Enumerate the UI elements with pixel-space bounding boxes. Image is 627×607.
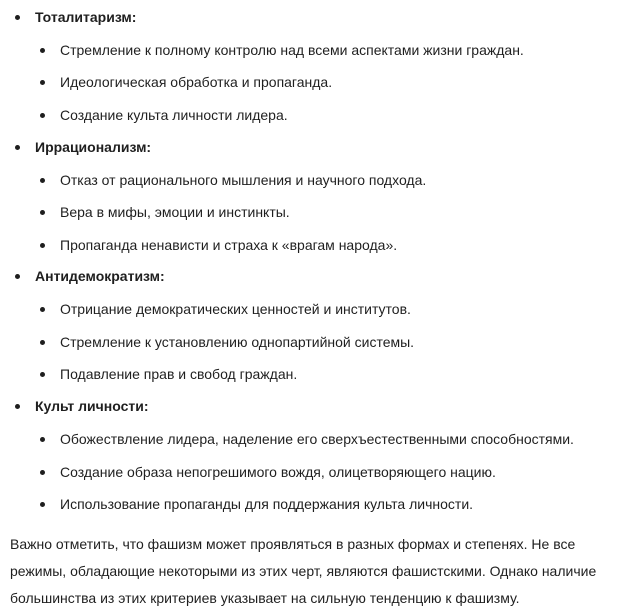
list-item: Идеологическая обработка и пропаганда. [60, 74, 333, 90]
bullet [15, 274, 20, 279]
list-item: Стремление к полному контролю над всеми аспектами жизни граждан. [60, 42, 524, 58]
bullet [40, 502, 45, 507]
section-heading: Культ личности: [35, 398, 149, 414]
list-item: Создание образа непогрешимого вождя, олицетворяющего нацию. [60, 464, 496, 480]
list-item: Использование пропаганды для поддержания культа личности. [60, 496, 474, 512]
bullet [40, 178, 45, 183]
section-heading: Тоталитаризм: [35, 9, 137, 25]
list-item: Отказ от рационального мышления и научного подхода. [60, 172, 427, 188]
section-heading: Антидемократизм: [35, 268, 165, 284]
list-item: Создание культа личности лидера. [60, 107, 288, 123]
bullet [15, 145, 20, 150]
bullet [40, 243, 45, 248]
list-item: Обожествление лидера, наделение его сверхъестественными способностями. [60, 431, 574, 447]
list-item: Подавление прав и свобод граждан. [60, 366, 298, 382]
bullet [40, 113, 45, 118]
list-item: Стремление к установлению однопартийной системы. [60, 334, 415, 350]
conclusion-paragraph: Важно отметить, что фашизм может проявляться в разных формах и степенях. Не все режимы, обладающие некоторыми из этих черт, являются фашистскими. Однако наличие большинства из этих критериев указывает на сильную тенденцию к фашизму. [10, 536, 597, 606]
bullet [40, 210, 45, 215]
bullet [40, 48, 45, 53]
bullet [15, 404, 20, 409]
list-item: Отрицание демократических ценностей и институтов. [60, 301, 411, 317]
bullet [15, 15, 20, 20]
list-item: Пропаганда ненависти и страха к «врагам народа». [60, 237, 398, 253]
section-heading: Иррационализм: [35, 139, 152, 155]
bullet [40, 470, 45, 475]
bullet [40, 307, 45, 312]
bullet [40, 80, 45, 85]
bullet [40, 437, 45, 442]
list-item: Вера в мифы, эмоции и инстинкты. [60, 204, 290, 220]
bullet [40, 372, 45, 377]
bullet [40, 340, 45, 345]
